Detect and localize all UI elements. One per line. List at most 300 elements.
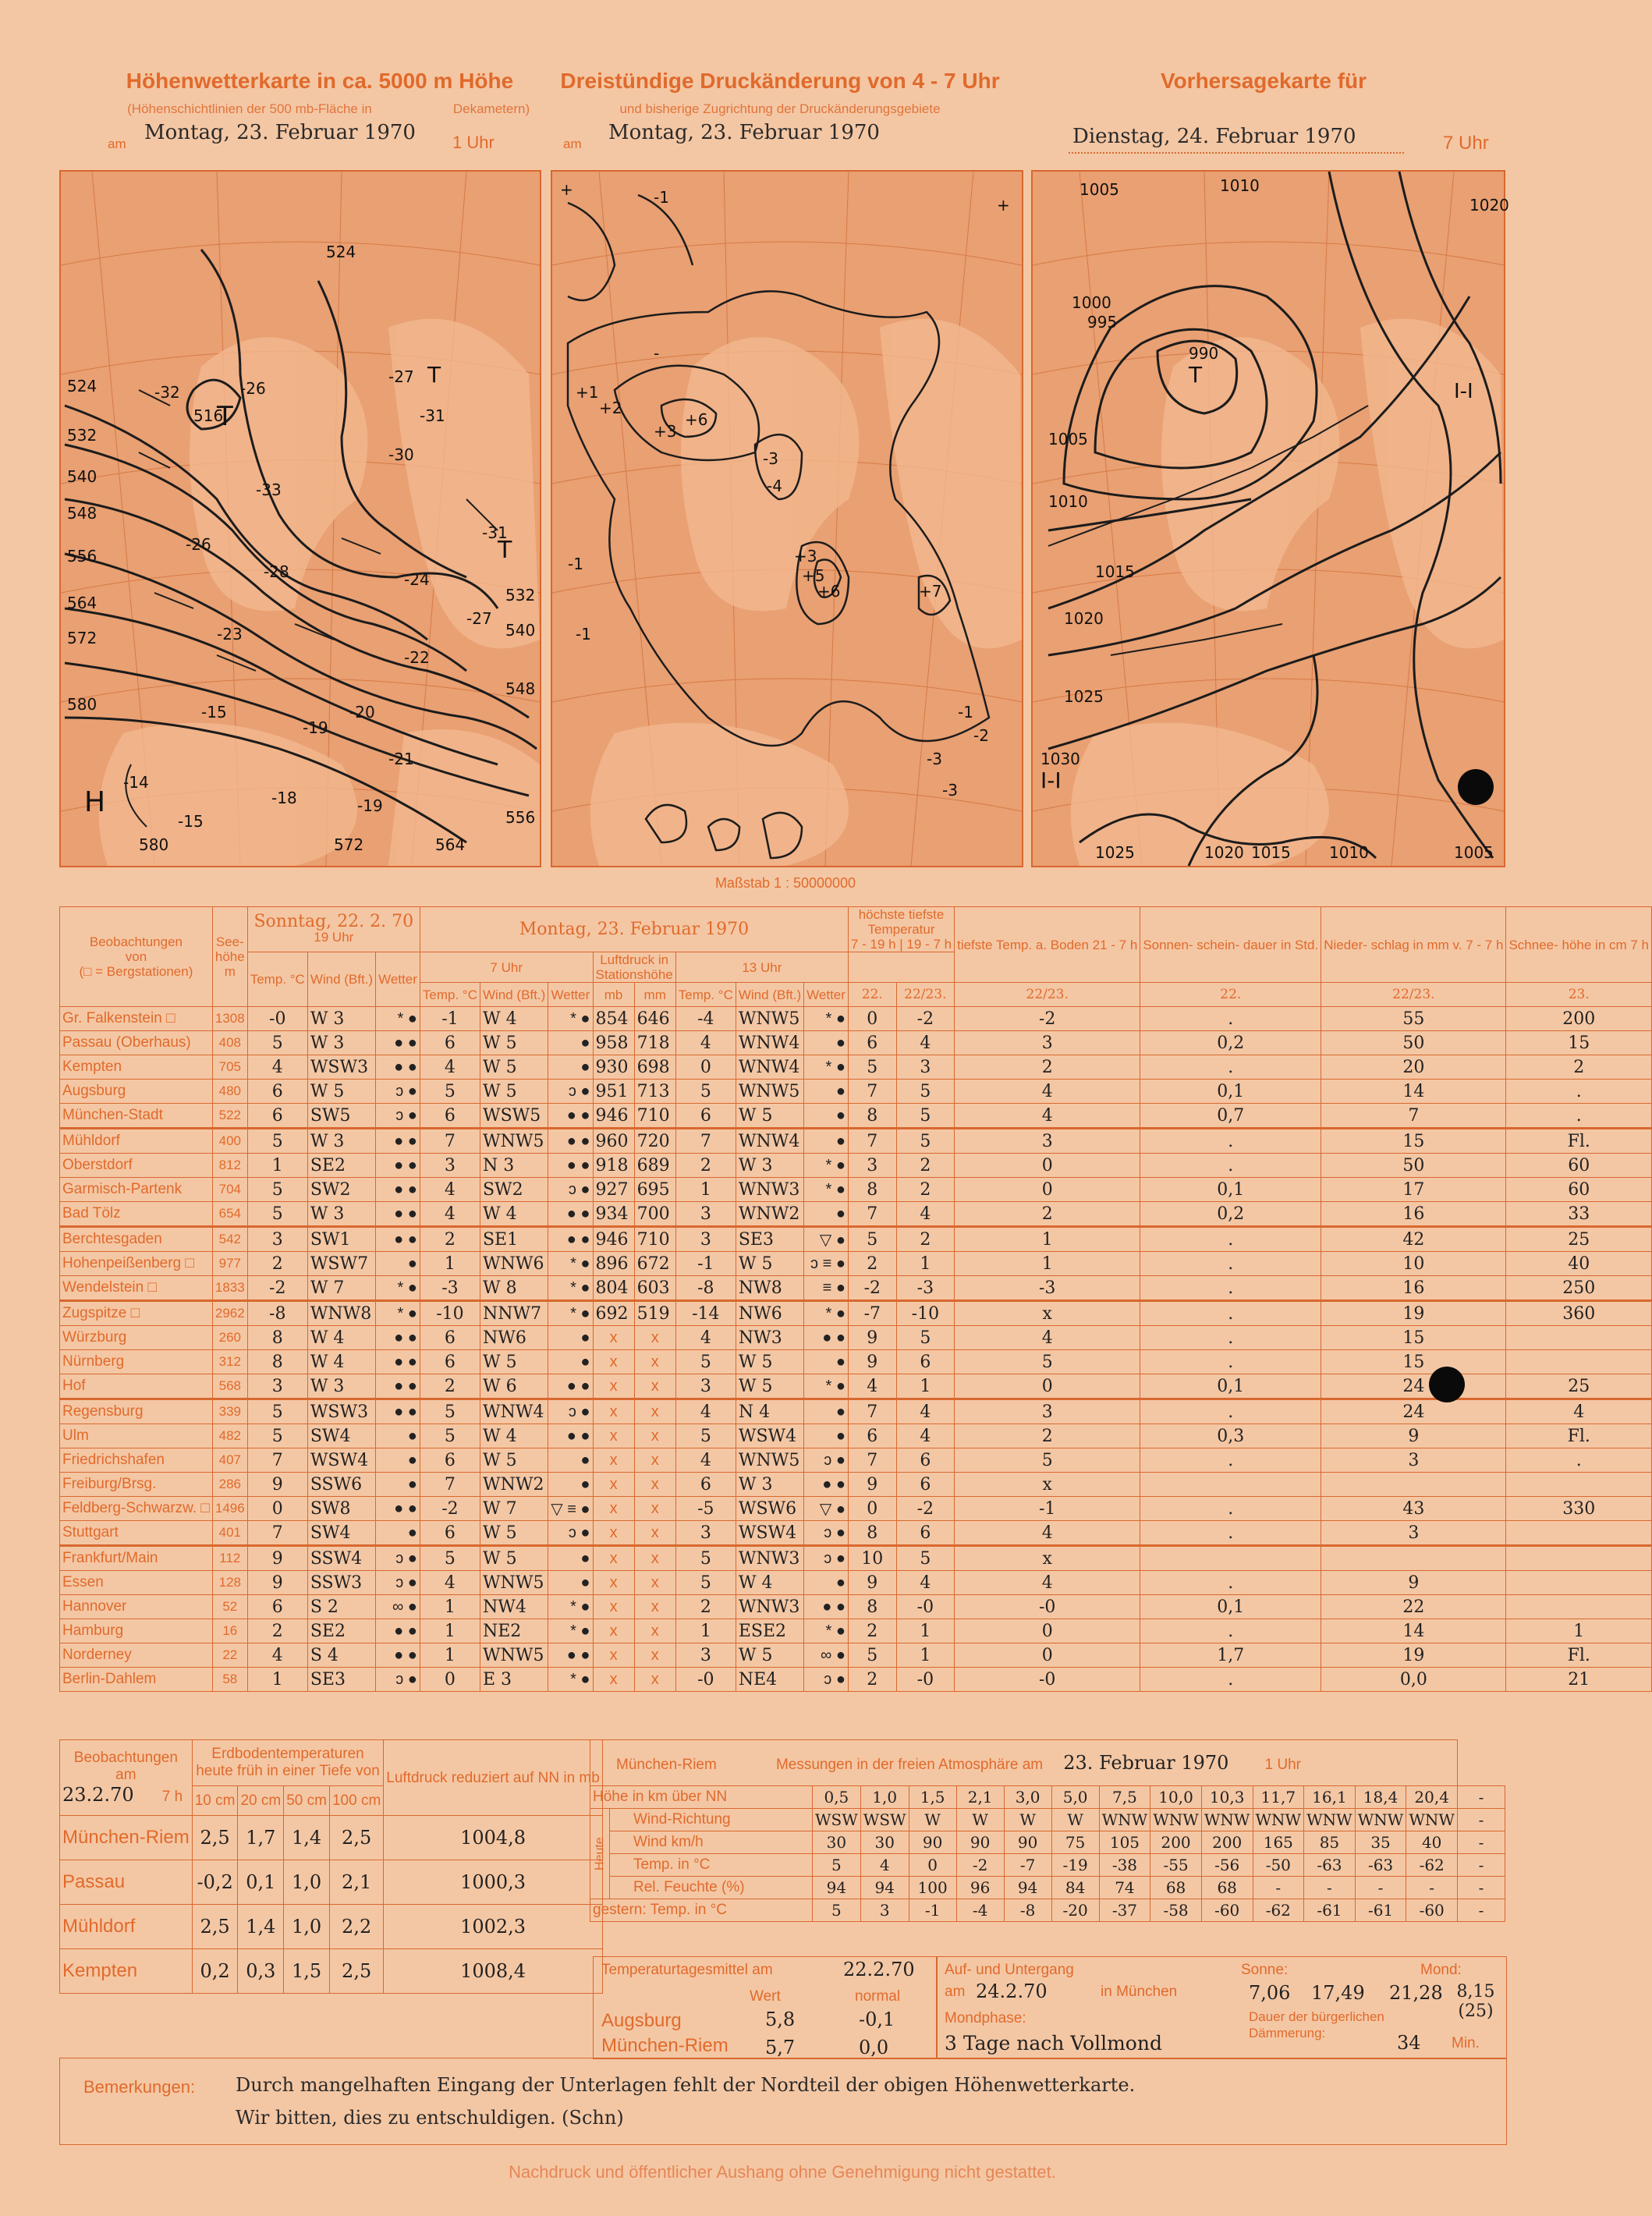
- cell-t1: 3: [247, 1374, 307, 1399]
- cell-x3: ↄ ●: [804, 1521, 849, 1546]
- cell-t3: 1: [675, 1619, 736, 1643]
- cell-x1: ● ●: [376, 1399, 420, 1424]
- cell-so: .: [1140, 1055, 1321, 1080]
- station-row: [60, 1668, 1652, 1692]
- svg-text:-31: -31: [482, 523, 508, 542]
- cell-bo: x: [955, 1546, 1140, 1571]
- cell-h: 977: [212, 1252, 247, 1276]
- soil-temp-value: 2,5: [329, 1949, 383, 1994]
- cell-name: Oberstdorf: [60, 1154, 213, 1178]
- cell-x3: * ●: [804, 1154, 849, 1178]
- temperature-value: 0: [909, 1854, 956, 1877]
- wind-direction-value: WNW: [1406, 1809, 1458, 1831]
- cell-x2: ↄ ●: [548, 1399, 593, 1424]
- augsburg-normal: -0,1: [859, 2009, 895, 2030]
- wind-speed-value: 90: [1004, 1831, 1051, 1854]
- cell-so: 0,2: [1140, 1031, 1321, 1055]
- cell-sc: 2: [1506, 1055, 1652, 1080]
- map3-title: Vorhersagekarte für: [1160, 69, 1367, 93]
- cell-x1: ● ●: [376, 1031, 420, 1055]
- temperature-value: -19: [1051, 1854, 1099, 1877]
- cell-hi: 2: [848, 1619, 896, 1643]
- cell-w3: WNW4: [736, 1031, 803, 1055]
- cell-t1: 8: [247, 1350, 307, 1374]
- cell-x3: ↄ ●: [804, 1448, 849, 1473]
- wind-direction-value: WNW: [1355, 1809, 1406, 1831]
- map1-subtitle: (Höhenschichtlinien der 500 mb-Fläche in: [127, 101, 372, 116]
- svg-text:I-I: I-I: [1454, 380, 1473, 403]
- station-row: [60, 1104, 1652, 1129]
- cell-hi: 8: [848, 1521, 896, 1546]
- svg-text:-33: -33: [256, 480, 282, 499]
- svg-text:-3: -3: [763, 449, 778, 468]
- station-row: [60, 1252, 1652, 1276]
- depth-50: 50 cm: [284, 1786, 330, 1816]
- cell-mm: 689: [634, 1154, 675, 1178]
- yesterday-temp-value: -8: [1004, 1899, 1051, 1922]
- cell-bo: 0: [955, 1178, 1140, 1202]
- cell-x2: ● ●: [548, 1424, 593, 1448]
- cell-name: Mühldorf: [60, 1129, 213, 1154]
- cell-t3: 4: [675, 1448, 736, 1473]
- cell-w3: WNW3: [736, 1178, 803, 1202]
- cell-w3: W 3: [736, 1154, 803, 1178]
- svg-text:564: 564: [435, 835, 466, 854]
- svg-text:-21: -21: [388, 750, 414, 768]
- cell-bo: 2: [955, 1424, 1140, 1448]
- svg-text:-27: -27: [388, 367, 414, 386]
- cell-name: Bad Tölz: [60, 1202, 213, 1227]
- cell-sc: 360: [1506, 1301, 1652, 1326]
- cell-w1: W 5: [307, 1080, 375, 1104]
- cell-mb: 918: [593, 1154, 634, 1178]
- cell-ni: 20: [1321, 1055, 1506, 1080]
- cell-lo: 5: [896, 1546, 954, 1571]
- cell-x3: ●: [804, 1350, 849, 1374]
- height-value: 2,1: [956, 1786, 1004, 1809]
- svg-text:+6: +6: [685, 410, 708, 429]
- station-row: [60, 1326, 1652, 1350]
- map2-title: Dreistündige Druckänderung von 4 - 7 Uhr: [560, 69, 1000, 93]
- cell-w3: SE3: [736, 1227, 803, 1252]
- temperature-value: -62: [1406, 1854, 1458, 1877]
- cell-t1: 6: [247, 1595, 307, 1619]
- svg-text:1015: 1015: [1095, 562, 1135, 581]
- station-row: [60, 1546, 1652, 1571]
- yesterday-temp-value: 5: [812, 1899, 860, 1922]
- cell-w2: W 7: [480, 1497, 548, 1521]
- cell-w3: WSW4: [736, 1521, 803, 1546]
- wind-direction-value: WNW: [1150, 1809, 1202, 1831]
- svg-text:+: +: [560, 180, 573, 199]
- cell-lo: 4: [896, 1424, 954, 1448]
- height-value: 18,4: [1355, 1786, 1406, 1809]
- soil-row: [60, 1905, 603, 1949]
- cell-mm: 713: [634, 1080, 675, 1104]
- svg-text:-3: -3: [942, 781, 958, 800]
- cell-t3: 3: [675, 1521, 736, 1546]
- cell-bo: 3: [955, 1399, 1140, 1424]
- cell-so: .: [1140, 1301, 1321, 1326]
- cell-t1: -0: [247, 1007, 307, 1031]
- cell-mm: 710: [634, 1104, 675, 1129]
- svg-text:990: 990: [1189, 344, 1219, 363]
- cell-lo: 5: [896, 1129, 954, 1154]
- cell-mb: x: [593, 1473, 634, 1497]
- humidity-value: -: [1253, 1877, 1304, 1899]
- cell-lo: 1: [896, 1252, 954, 1276]
- cell-t3: -14: [675, 1301, 736, 1326]
- cell-t2: 4: [420, 1055, 480, 1080]
- svg-text:556: 556: [67, 547, 97, 566]
- cell-t3: -4: [675, 1007, 736, 1031]
- cell-x1: ● ●: [376, 1374, 420, 1399]
- cell-x1: ● ●: [376, 1154, 420, 1178]
- map1-time: 1 Uhr: [452, 133, 495, 152]
- cell-mb: 934: [593, 1202, 634, 1227]
- rise-set-date: 24.2.70: [976, 1980, 1048, 2002]
- soil-row: [60, 1949, 603, 1994]
- cell-mb: x: [593, 1595, 634, 1619]
- cell-name: Gr. Falkenstein □: [60, 1007, 213, 1031]
- wind19-header: Wind (Bft.): [307, 952, 375, 1007]
- upper-air-map: [59, 170, 541, 867]
- cell-w1: SW2: [307, 1178, 375, 1202]
- precip-header: Nieder- schlag in mm v. 7 - 7 h: [1321, 907, 1506, 983]
- soil-temp-value: 1,7: [238, 1816, 284, 1860]
- cell-name: Würzburg: [60, 1326, 213, 1350]
- cell-w1: SE3: [307, 1668, 375, 1692]
- cell-sc: [1506, 1571, 1652, 1595]
- cell-mb: 804: [593, 1276, 634, 1301]
- cell-w3: WNW5: [736, 1080, 803, 1104]
- station-row: [60, 1129, 1652, 1154]
- soil-station-name: München-Riem: [60, 1816, 193, 1860]
- cell-hi: 6: [848, 1031, 896, 1055]
- cell-mm: x: [634, 1546, 675, 1571]
- cell-w1: SSW4: [307, 1546, 375, 1571]
- cell-name: Freiburg/Brsg.: [60, 1473, 213, 1497]
- cell-t1: 1: [247, 1668, 307, 1692]
- cell-w3: W 5: [736, 1643, 803, 1668]
- temperature-label: Temp. in °C: [610, 1854, 813, 1877]
- cell-t3: 6: [675, 1104, 736, 1129]
- cell-w2: W 4: [480, 1202, 548, 1227]
- cell-w1: SW8: [307, 1497, 375, 1521]
- cell-t3: 4: [675, 1399, 736, 1424]
- cell-x3: ●: [804, 1104, 849, 1129]
- cell-mb: x: [593, 1521, 634, 1546]
- cell-x1: ↄ ●: [376, 1104, 420, 1129]
- cell-w2: W 5: [480, 1350, 548, 1374]
- date-col-5: 22/23.: [1321, 983, 1506, 1007]
- cell-x1: * ●: [376, 1276, 420, 1301]
- cell-mm: x: [634, 1374, 675, 1399]
- depth-20: 20 cm: [238, 1786, 284, 1816]
- cell-x3: ↄ ●: [804, 1546, 849, 1571]
- cell-hi: 5: [848, 1643, 896, 1668]
- cell-h: 58: [212, 1668, 247, 1692]
- cell-mm: x: [634, 1350, 675, 1374]
- cell-t2: 6: [420, 1448, 480, 1473]
- cell-h: 1833: [212, 1276, 247, 1301]
- sunset-value: 17,49: [1311, 1982, 1365, 2004]
- cell-w1: SW4: [307, 1521, 375, 1546]
- svg-text:572: 572: [334, 835, 364, 854]
- svg-text:-19: -19: [357, 796, 383, 815]
- cell-x3: * ●: [804, 1007, 849, 1031]
- cell-sc: Fl.: [1506, 1643, 1652, 1668]
- station-row: [60, 1571, 1652, 1595]
- cell-so: [1140, 1473, 1321, 1497]
- cell-hi: 2: [848, 1668, 896, 1692]
- moon-phase-value: 3 Tage nach Vollmond: [945, 2032, 1162, 2055]
- sealevel-pressure-value: 1002,3: [384, 1905, 603, 1949]
- cell-w1: W 4: [307, 1326, 375, 1350]
- cell-x3: ↄ ●: [804, 1668, 849, 1692]
- yesterday-temp-value: -37: [1099, 1899, 1150, 1922]
- cell-bo: 2: [955, 1055, 1140, 1080]
- station-row: [60, 1350, 1652, 1374]
- cell-t2: 6: [420, 1031, 480, 1055]
- cell-mm: 710: [634, 1227, 675, 1252]
- wind-direction-value: WSW: [812, 1809, 860, 1831]
- cell-ni: 7: [1321, 1104, 1506, 1129]
- cell-bo: 0: [955, 1154, 1140, 1178]
- cell-w2: NE2: [480, 1619, 548, 1643]
- soil-station-name: Mühldorf: [60, 1905, 193, 1949]
- cell-mb: x: [593, 1448, 634, 1473]
- cell-x1: ●: [376, 1424, 420, 1448]
- soil-temperature-table: [59, 1739, 603, 1994]
- cell-x3: ≡ ●: [804, 1276, 849, 1301]
- svg-text:T: T: [217, 401, 233, 432]
- cell-sc: 33: [1506, 1202, 1652, 1227]
- observations-body: [60, 1007, 1652, 1692]
- cell-w2: NW4: [480, 1595, 548, 1619]
- soil-station-name: Kempten: [60, 1949, 193, 1994]
- cell-mb: 692: [593, 1301, 634, 1326]
- cell-t1: 2: [247, 1619, 307, 1643]
- wind7-header: Wind (Bft.): [480, 983, 548, 1007]
- cell-lo: -0: [896, 1595, 954, 1619]
- cell-lo: 5: [896, 1104, 954, 1129]
- cell-x2: ● ●: [548, 1104, 593, 1129]
- station-row: [60, 1619, 1652, 1643]
- cell-so: .: [1140, 1521, 1321, 1546]
- cell-x1: ●: [376, 1473, 420, 1497]
- cell-bo: 0: [955, 1643, 1140, 1668]
- svg-text:-3: -3: [927, 750, 942, 768]
- soil-row: [60, 1816, 603, 1860]
- station-row: [60, 1080, 1652, 1104]
- soil-temp-value: 2,5: [192, 1905, 238, 1949]
- cell-h: 542: [212, 1227, 247, 1252]
- cell-so: .: [1140, 1399, 1321, 1424]
- cell-ni: 24: [1321, 1399, 1506, 1424]
- cell-x2: ●: [548, 1326, 593, 1350]
- soil-header: Erdbodentemperaturen heute früh in einer Tiefe von: [192, 1740, 384, 1786]
- cell-t2: 5: [420, 1424, 480, 1448]
- cell-t3: 3: [675, 1643, 736, 1668]
- humidity-value: 94: [812, 1877, 860, 1899]
- cell-t2: -10: [420, 1301, 480, 1326]
- height-value: 1,0: [860, 1786, 909, 1809]
- cell-t2: 6: [420, 1350, 480, 1374]
- cell-t1: 7: [247, 1448, 307, 1473]
- mean-temp-label: Temperaturtagesmittel am: [601, 1962, 773, 1978]
- cell-t3: 5: [675, 1424, 736, 1448]
- cell-mb: 960: [593, 1129, 634, 1154]
- cell-t1: 6: [247, 1104, 307, 1129]
- temperature-value: -63: [1304, 1854, 1356, 1877]
- cell-w3: WNW3: [736, 1546, 803, 1571]
- cell-so: .: [1140, 1448, 1321, 1473]
- svg-text:1005: 1005: [1048, 430, 1088, 449]
- cell-hi: 3: [848, 1154, 896, 1178]
- cell-w1: SW5: [307, 1104, 375, 1129]
- cell-w1: W 4: [307, 1350, 375, 1374]
- cell-hi: 4: [848, 1374, 896, 1399]
- cell-x3: ▽ ●: [804, 1227, 849, 1252]
- cell-h: 568: [212, 1374, 247, 1399]
- cell-name: Berlin-Dahlem: [60, 1668, 213, 1692]
- cell-x3: * ●: [804, 1055, 849, 1080]
- cell-so: .: [1140, 1497, 1321, 1521]
- svg-text:540: 540: [505, 621, 536, 640]
- cell-w1: WSW3: [307, 1399, 375, 1424]
- cell-hi: 6: [848, 1424, 896, 1448]
- weather7-header: Wetter: [548, 983, 593, 1007]
- cell-mb: x: [593, 1350, 634, 1374]
- cell-name: Norderney: [60, 1643, 213, 1668]
- soil-temp-value: 1,5: [284, 1949, 330, 1994]
- temperature-value: 4: [860, 1854, 909, 1877]
- sun-moon-block: [936, 1956, 1507, 2059]
- cell-so: .: [1140, 1326, 1321, 1350]
- cell-mb: 951: [593, 1080, 634, 1104]
- svg-text:1025: 1025: [1064, 687, 1104, 706]
- cell-x1: ● ●: [376, 1055, 420, 1080]
- station-row: [60, 1276, 1652, 1301]
- cell-mb: x: [593, 1374, 634, 1399]
- cell-hi: 0: [848, 1007, 896, 1031]
- cell-x1: ↄ ●: [376, 1571, 420, 1595]
- cell-h: 704: [212, 1178, 247, 1202]
- cell-x3: ●: [804, 1031, 849, 1055]
- cell-ni: 15: [1321, 1350, 1506, 1374]
- svg-text:-14: -14: [123, 773, 149, 792]
- cell-h: 286: [212, 1473, 247, 1497]
- cell-hi: 9: [848, 1571, 896, 1595]
- cell-h: 16: [212, 1619, 247, 1643]
- cell-x2: * ●: [548, 1007, 593, 1031]
- cell-so: 0,1: [1140, 1178, 1321, 1202]
- cell-ni: 9: [1321, 1424, 1506, 1448]
- cell-lo: -2: [896, 1497, 954, 1521]
- cell-w3: WNW5: [736, 1448, 803, 1473]
- soil-temp-value: 2,5: [192, 1816, 238, 1860]
- height-value: 16,1: [1304, 1786, 1356, 1809]
- svg-text:-4: -4: [767, 477, 782, 495]
- cell-ni: 16: [1321, 1202, 1506, 1227]
- cell-x1: ● ●: [376, 1350, 420, 1374]
- cell-hi: 10: [848, 1546, 896, 1571]
- wind13-header: Wind (Bft.): [736, 983, 803, 1007]
- cell-lo: 2: [896, 1178, 954, 1202]
- station-row: [60, 1031, 1652, 1055]
- pressure-change-map: [551, 170, 1023, 867]
- cell-bo: 2: [955, 1202, 1140, 1227]
- cell-w2: WNW5: [480, 1571, 548, 1595]
- cell-w2: WNW6: [480, 1252, 548, 1276]
- height-value: 11,7: [1253, 1786, 1304, 1809]
- svg-text:-31: -31: [420, 406, 445, 425]
- date-col-3: 22/23.: [955, 983, 1140, 1007]
- mean-temp-block: [593, 1956, 938, 2059]
- wind-speed-value: 40: [1406, 1831, 1458, 1854]
- cell-lo: 2: [896, 1227, 954, 1252]
- twilight-label: Dauer der bürgerlichen Dämmerung:: [1249, 2009, 1384, 2040]
- cell-name: Friedrichshafen: [60, 1448, 213, 1473]
- svg-text:-26: -26: [186, 535, 211, 554]
- station-row: [60, 1399, 1652, 1424]
- depth-100: 100 cm: [329, 1786, 383, 1816]
- cell-ni: 17: [1321, 1178, 1506, 1202]
- cell-hi: 9: [848, 1473, 896, 1497]
- cell-t2: 4: [420, 1202, 480, 1227]
- cell-w2: W 8: [480, 1276, 548, 1301]
- cell-sc: 330: [1506, 1497, 1652, 1521]
- monday-header: Montag, 23. Februar 1970: [420, 907, 848, 952]
- cell-bo: 1: [955, 1252, 1140, 1276]
- cell-t1: 6: [247, 1080, 307, 1104]
- temp-range-spacer: [848, 952, 954, 983]
- soil-temp-value: 2,1: [329, 1860, 383, 1905]
- soil-temp-value: 1,0: [284, 1905, 330, 1949]
- cell-t2: 2: [420, 1374, 480, 1399]
- map1-date: Montag, 23. Februar 1970: [144, 121, 416, 144]
- cell-mm: 519: [634, 1301, 675, 1326]
- cell-mm: x: [634, 1326, 675, 1350]
- cell-lo: 6: [896, 1448, 954, 1473]
- cell-h: 22: [212, 1643, 247, 1668]
- yesterday-temp-value: -: [1458, 1899, 1505, 1922]
- remarks-line-1: Durch mangelhaften Eingang der Unterlagen fehlt der Nordteil der obigen Höhenwetterkarte.: [236, 2074, 1136, 2096]
- cell-sc: [1506, 1473, 1652, 1497]
- cell-so: .: [1140, 1007, 1321, 1031]
- temperature-header: höchste tiefste Temperatur 7 - 19 h | 19 - 7 h: [848, 907, 954, 952]
- cell-so: 0,1: [1140, 1080, 1321, 1104]
- cell-w1: S 4: [307, 1643, 375, 1668]
- cell-so: 0,1: [1140, 1374, 1321, 1399]
- cell-w3: WNW4: [736, 1055, 803, 1080]
- height-value: 3,0: [1004, 1786, 1051, 1809]
- wind-direction-value: W: [1051, 1809, 1099, 1831]
- svg-text:1010: 1010: [1329, 843, 1369, 862]
- svg-text:-1: -1: [958, 703, 973, 722]
- cell-sc: .: [1506, 1448, 1652, 1473]
- twilight-value: 34: [1397, 2032, 1421, 2054]
- depth-10: 10 cm: [192, 1786, 238, 1816]
- wind-speed-value: 75: [1051, 1831, 1099, 1854]
- station-row: [60, 1448, 1652, 1473]
- svg-text:+6: +6: [817, 582, 841, 601]
- cell-name: Stuttgart: [60, 1521, 213, 1546]
- cell-bo: 4: [955, 1521, 1140, 1546]
- humidity-label: Rel. Feuchte (%): [610, 1877, 813, 1899]
- cell-w2: W 5: [480, 1080, 548, 1104]
